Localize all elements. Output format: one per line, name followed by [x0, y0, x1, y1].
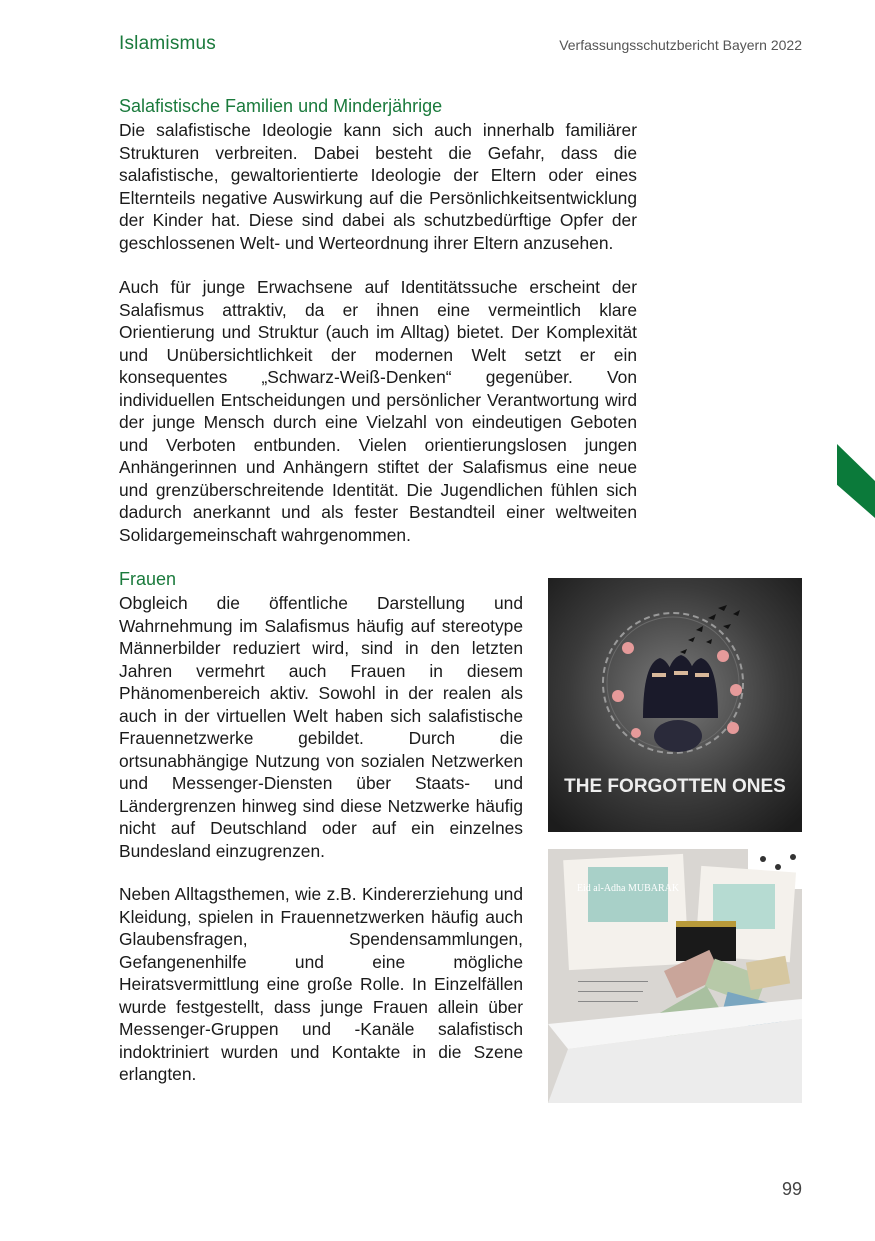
report-title: Verfassungsschutzbericht Bayern 2022 [559, 37, 802, 53]
paragraph-women-2: Neben Alltagsthemen, wie z.B. Kindererziehung und Kleidung, spielen in Frauennetzwerken häufig auch Glaubensfragen, Spendensammlungen, Gefangenenhilfe und eine mögliche Heiratsvermittlung eine große Rolle. In Einzelfällen wurde festgestellt, dass junge Frauen allein über Messenger-Gruppen und -Kanäle salafistisch indoktriniert wurden und Kontakte in die Szene erlangten. [119, 884, 523, 1084]
heading-families: Salafistische Familien und Minderjährige [119, 96, 443, 116]
section-title: Islamismus [119, 33, 217, 54]
paragraph-women-1: Obgleich die öffentliche Darstellung und Wahrnehmung im Salafismus häufig auf stereotype Männerbilder reduziert wird, sind in den letzten Jahren vermehrt auch Frauen in diesem Phänomenbereich aktiv. Sowohl in der realen als auch in der virtuellen Welt haben sich salafistische Frauennetzwerke gebildet. Durch die ortsunabhängige Nutzung von sozialen Netzwerken und Messenger-Diensten über Staats- und Ländergrenzen hinweg sind diese Netzwerke häufig nicht auf Deutschland oder auf ein einzelnes Bundesland einzugrenzen. [119, 593, 523, 861]
heading-women: Frauen [119, 569, 177, 589]
card-text: Eid al-Adha MUBARAK [576, 883, 680, 894]
chapter-tab-marker [837, 444, 875, 518]
donation-photo [548, 849, 802, 1103]
poster-caption: THE FORGOTTEN ONES [564, 776, 786, 797]
poster-image [548, 578, 802, 832]
paragraph-families-2: Auch für junge Erwachsene auf Identitätssuche erscheint der Salafismus attraktiv, da er ihnen eine vermeintlich klare Orientierung und Struktur (auch im Alltag) bietet. Der Komplexität und Unübersichtlichkeit der modernen Welt setzt er ein konsequentes „Schwarz-Weiß-Denken“ gegenüber. Von individuellen Entscheidungen und persönlicher Verantwortung wird der junge Mensch durch eine Vielzahl von eindeutigen Geboten und Verboten entbunden. Vielen orientierungslosen jungen Anhängerinnen und Anhängern stiftet der Salafismus eine neue und grenzüberschreitende Identität. Die Jugendlichen fühlen sich dadurch anerkannt und als fester Bestandteil einer weltweiten Solidargemeinschaft wahrgenommen. [119, 277, 637, 545]
page-number: 99 [781, 1179, 802, 1199]
paragraph-families-1: Die salafistische Ideologie kann sich auch innerhalb familiärer Strukturen verbreiten. Dabei besteht die Gefahr, dass die salafistische, gewaltorientierte Ideologie der Eltern oder eines Elternteils negative Auswirkung auf die Persönlichkeitsentwicklung der Kinder hat. Diese sind dabei als schutzbedürftige Opfer der geschlossenen Welt- und Werteordnung ihrer Eltern anzusehen. [119, 120, 637, 253]
